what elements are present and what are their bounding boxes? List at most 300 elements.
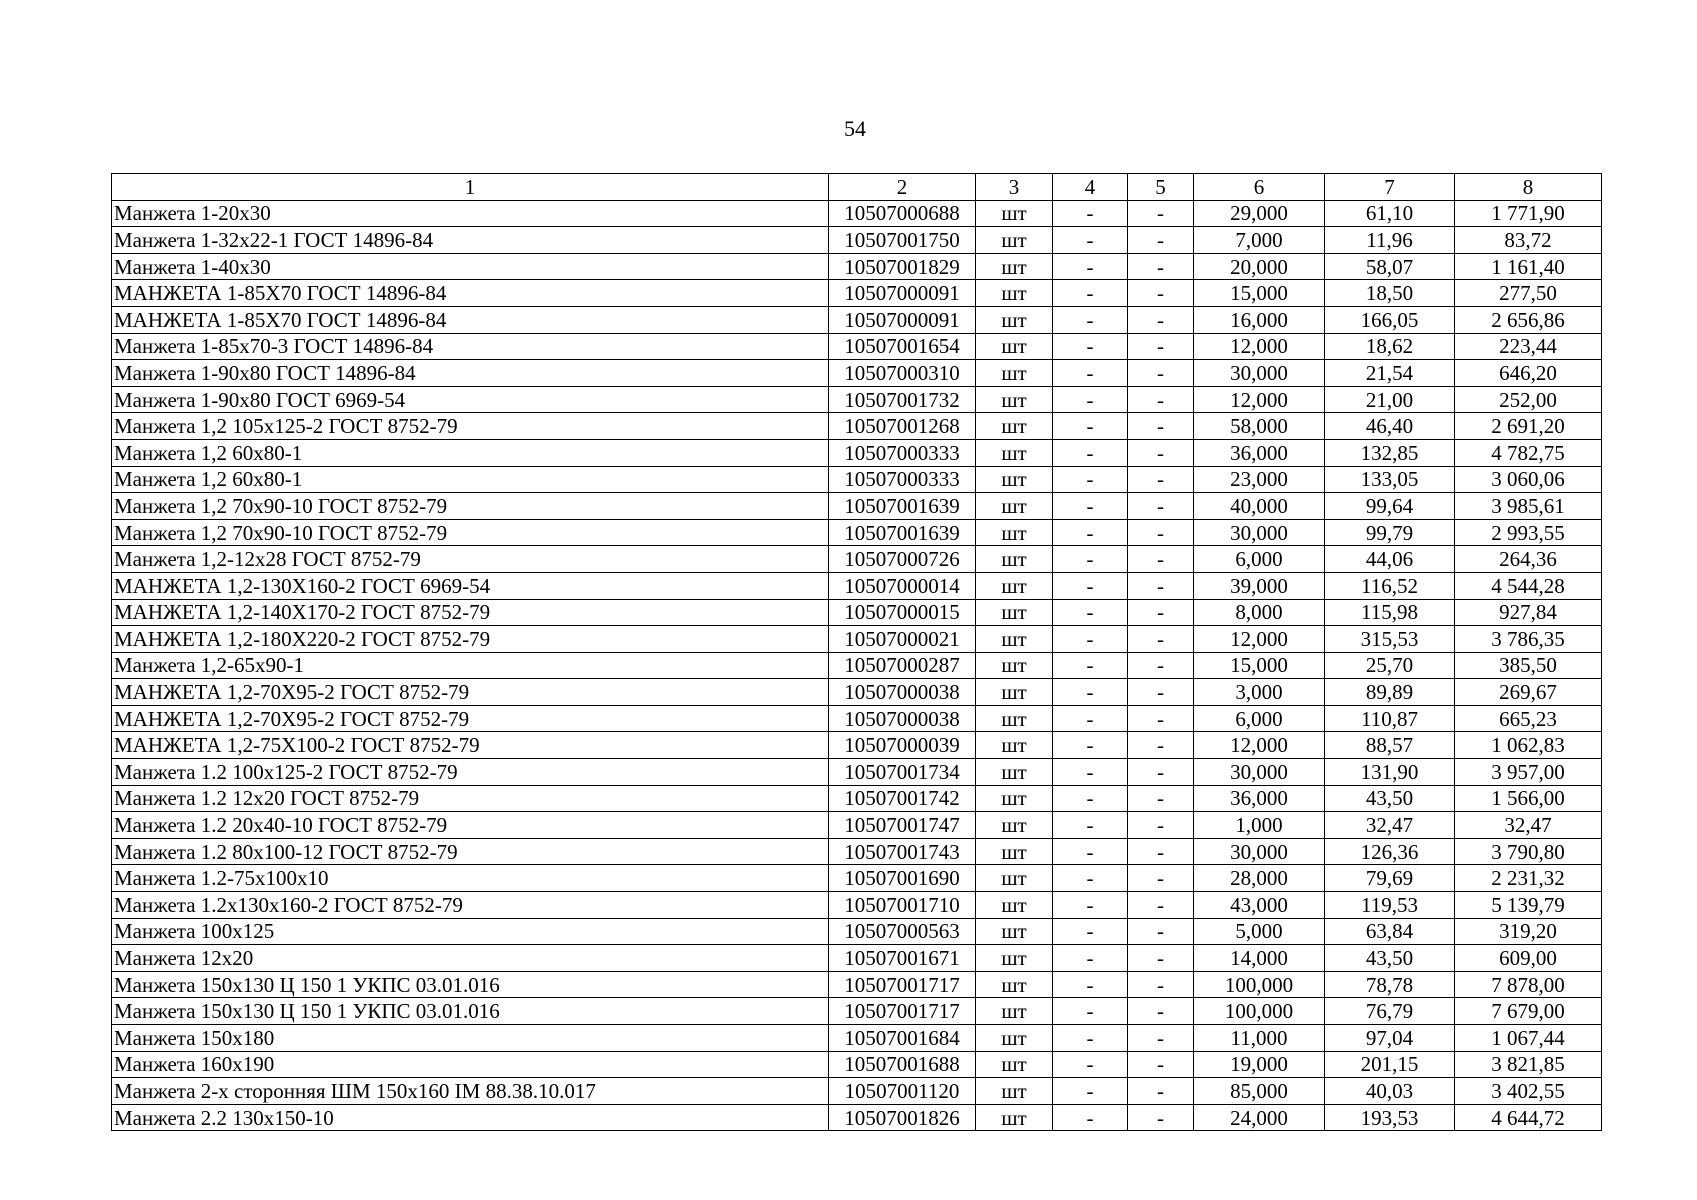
item-name-cell: Манжета 1-32х22-1 ГОСТ 14896-84 [112, 227, 829, 254]
table-row [112, 360, 1602, 387]
item-name-cell: МАНЖЕТА 1-85Х70 ГОСТ 14896-84 [112, 306, 829, 333]
col4-cell: - [1053, 572, 1128, 599]
item-name-cell: Манжета 160х190 [112, 1051, 829, 1078]
col4-cell: - [1053, 679, 1128, 706]
price-cell: 166,05 [1325, 306, 1455, 333]
quantity-cell: 12,000 [1194, 626, 1325, 653]
quantity-cell: 85,000 [1194, 1078, 1325, 1105]
quantity-cell: 29,000 [1194, 200, 1325, 227]
col4-cell: - [1053, 1078, 1128, 1105]
item-code-cell: 10507001690 [829, 865, 976, 892]
quantity-cell: 58,000 [1194, 413, 1325, 440]
quantity-cell: 11,000 [1194, 1025, 1325, 1052]
item-code-cell: 10507000688 [829, 200, 976, 227]
amount-cell: 3 402,55 [1455, 1078, 1602, 1105]
unit-cell: шт [976, 439, 1053, 466]
item-name-cell: Манжета 1,2 105х125-2 ГОСТ 8752-79 [112, 413, 829, 440]
item-name-cell: Манжета 1.2 100х125-2 ГОСТ 8752-79 [112, 759, 829, 786]
unit-cell: шт [976, 918, 1053, 945]
table-row [112, 1025, 1602, 1052]
col5-cell: - [1128, 253, 1194, 280]
table-row [112, 1104, 1602, 1131]
price-cell: 99,64 [1325, 493, 1455, 520]
unit-cell: шт [976, 200, 1053, 227]
price-cell: 126,36 [1325, 838, 1455, 865]
quantity-cell: 36,000 [1194, 785, 1325, 812]
item-code-cell: 10507000333 [829, 439, 976, 466]
amount-cell: 32,47 [1455, 812, 1602, 839]
table-row [112, 838, 1602, 865]
table-row [112, 466, 1602, 493]
column-header: 3 [976, 174, 1053, 201]
unit-cell: шт [976, 838, 1053, 865]
table-row [112, 759, 1602, 786]
price-cell: 99,79 [1325, 519, 1455, 546]
quantity-cell: 30,000 [1194, 759, 1325, 786]
col5-cell: - [1128, 360, 1194, 387]
table-row [112, 493, 1602, 520]
unit-cell: шт [976, 998, 1053, 1025]
unit-cell: шт [976, 1025, 1053, 1052]
amount-cell: 2 231,32 [1455, 865, 1602, 892]
item-name-cell: Манжета 1.2 12х20 ГОСТ 8752-79 [112, 785, 829, 812]
col5-cell: - [1128, 759, 1194, 786]
quantity-cell: 12,000 [1194, 386, 1325, 413]
price-cell: 89,89 [1325, 679, 1455, 706]
price-cell: 110,87 [1325, 705, 1455, 732]
table-row [112, 413, 1602, 440]
column-header: 5 [1128, 174, 1194, 201]
amount-cell: 609,00 [1455, 945, 1602, 972]
quantity-cell: 43,000 [1194, 892, 1325, 919]
unit-cell: шт [976, 705, 1053, 732]
item-code-cell: 10507001671 [829, 945, 976, 972]
amount-cell: 264,36 [1455, 546, 1602, 573]
quantity-cell: 36,000 [1194, 439, 1325, 466]
item-name-cell: МАНЖЕТА 1,2-130Х160-2 ГОСТ 6969-54 [112, 572, 829, 599]
amount-cell: 385,50 [1455, 652, 1602, 679]
amount-cell: 1 062,83 [1455, 732, 1602, 759]
price-cell: 132,85 [1325, 439, 1455, 466]
col4-cell: - [1053, 386, 1128, 413]
col4-cell: - [1053, 705, 1128, 732]
unit-cell: шт [976, 652, 1053, 679]
unit-cell: шт [976, 865, 1053, 892]
col4-cell: - [1053, 306, 1128, 333]
unit-cell: шт [976, 971, 1053, 998]
col4-cell: - [1053, 1025, 1128, 1052]
amount-cell: 319,20 [1455, 918, 1602, 945]
price-cell: 18,62 [1325, 333, 1455, 360]
unit-cell: шт [976, 1051, 1053, 1078]
column-header: 4 [1053, 174, 1128, 201]
col4-cell: - [1053, 1104, 1128, 1131]
price-cell: 44,06 [1325, 546, 1455, 573]
unit-cell: шт [976, 306, 1053, 333]
unit-cell: шт [976, 785, 1053, 812]
table-row [112, 732, 1602, 759]
column-header: 2 [829, 174, 976, 201]
column-header: 7 [1325, 174, 1455, 201]
table-row [112, 971, 1602, 998]
col4-cell: - [1053, 493, 1128, 520]
table-row [112, 599, 1602, 626]
quantity-cell: 40,000 [1194, 493, 1325, 520]
table-row [112, 892, 1602, 919]
amount-cell: 1 566,00 [1455, 785, 1602, 812]
price-cell: 133,05 [1325, 466, 1455, 493]
unit-cell: шт [976, 1104, 1053, 1131]
unit-cell: шт [976, 945, 1053, 972]
quantity-cell: 100,000 [1194, 998, 1325, 1025]
item-name-cell: Манжета 1,2-12х28 ГОСТ 8752-79 [112, 546, 829, 573]
unit-cell: шт [976, 599, 1053, 626]
price-cell: 58,07 [1325, 253, 1455, 280]
col5-cell: - [1128, 626, 1194, 653]
table-row [112, 785, 1602, 812]
item-code-cell: 10507001750 [829, 227, 976, 254]
unit-cell: шт [976, 413, 1053, 440]
item-code-cell: 10507001717 [829, 998, 976, 1025]
amount-cell: 3 786,35 [1455, 626, 1602, 653]
column-header: 6 [1194, 174, 1325, 201]
unit-cell: шт [976, 227, 1053, 254]
item-code-cell: 10507000333 [829, 466, 976, 493]
item-code-cell: 10507000038 [829, 679, 976, 706]
item-code-cell: 10507001732 [829, 386, 976, 413]
table-row [112, 546, 1602, 573]
price-cell: 193,53 [1325, 1104, 1455, 1131]
col5-cell: - [1128, 386, 1194, 413]
col4-cell: - [1053, 785, 1128, 812]
item-name-cell: МАНЖЕТА 1,2-75Х100-2 ГОСТ 8752-79 [112, 732, 829, 759]
amount-cell: 2 993,55 [1455, 519, 1602, 546]
price-cell: 201,15 [1325, 1051, 1455, 1078]
col5-cell: - [1128, 812, 1194, 839]
item-code-cell: 10507001717 [829, 971, 976, 998]
quantity-cell: 15,000 [1194, 280, 1325, 307]
col4-cell: - [1053, 413, 1128, 440]
item-code-cell: 10507001734 [829, 759, 976, 786]
table-row [112, 519, 1602, 546]
col4-cell: - [1053, 865, 1128, 892]
quantity-cell: 6,000 [1194, 546, 1325, 573]
unit-cell: шт [976, 572, 1053, 599]
quantity-cell: 8,000 [1194, 599, 1325, 626]
col5-cell: - [1128, 1025, 1194, 1052]
quantity-cell: 7,000 [1194, 227, 1325, 254]
col4-cell: - [1053, 466, 1128, 493]
item-name-cell: Манжета 100х125 [112, 918, 829, 945]
quantity-cell: 3,000 [1194, 679, 1325, 706]
quantity-cell: 20,000 [1194, 253, 1325, 280]
col5-cell: - [1128, 280, 1194, 307]
item-code-cell: 10507000091 [829, 306, 976, 333]
price-cell: 131,90 [1325, 759, 1455, 786]
amount-cell: 4 544,28 [1455, 572, 1602, 599]
item-name-cell: Манжета 1-85х70-3 ГОСТ 14896-84 [112, 333, 829, 360]
price-cell: 43,50 [1325, 945, 1455, 972]
unit-cell: шт [976, 732, 1053, 759]
amount-cell: 3 957,00 [1455, 759, 1602, 786]
col5-cell: - [1128, 306, 1194, 333]
quantity-cell: 16,000 [1194, 306, 1325, 333]
col4-cell: - [1053, 652, 1128, 679]
price-cell: 11,96 [1325, 227, 1455, 254]
col4-cell: - [1053, 918, 1128, 945]
price-cell: 63,84 [1325, 918, 1455, 945]
unit-cell: шт [976, 759, 1053, 786]
item-code-cell: 10507001747 [829, 812, 976, 839]
table-row [112, 306, 1602, 333]
item-code-cell: 10507001688 [829, 1051, 976, 1078]
item-name-cell: Манжета 1.2х130х160-2 ГОСТ 8752-79 [112, 892, 829, 919]
unit-cell: шт [976, 519, 1053, 546]
item-code-cell: 10507000563 [829, 918, 976, 945]
col4-cell: - [1053, 998, 1128, 1025]
item-code-cell: 10507000726 [829, 546, 976, 573]
item-name-cell: МАНЖЕТА 1,2-180Х220-2 ГОСТ 8752-79 [112, 626, 829, 653]
item-name-cell: Манжета 1,2 60х80-1 [112, 439, 829, 466]
table-row [112, 705, 1602, 732]
table-row [112, 386, 1602, 413]
col5-cell: - [1128, 945, 1194, 972]
unit-cell: шт [976, 546, 1053, 573]
col5-cell: - [1128, 971, 1194, 998]
unit-cell: шт [976, 280, 1053, 307]
unit-cell: шт [976, 812, 1053, 839]
price-cell: 315,53 [1325, 626, 1455, 653]
col5-cell: - [1128, 227, 1194, 254]
col5-cell: - [1128, 998, 1194, 1025]
amount-cell: 2 656,86 [1455, 306, 1602, 333]
header-row [112, 174, 1602, 201]
item-name-cell: Манжета 150х130 Ц 150 1 УКПС 03.01.016 [112, 998, 829, 1025]
col4-cell: - [1053, 253, 1128, 280]
col4-cell: - [1053, 759, 1128, 786]
item-code-cell: 10507001743 [829, 838, 976, 865]
amount-cell: 223,44 [1455, 333, 1602, 360]
unit-cell: шт [976, 386, 1053, 413]
col4-cell: - [1053, 333, 1128, 360]
price-cell: 43,50 [1325, 785, 1455, 812]
col4-cell: - [1053, 227, 1128, 254]
amount-cell: 5 139,79 [1455, 892, 1602, 919]
inventory-table [111, 173, 1602, 1131]
item-code-cell: 10507001742 [829, 785, 976, 812]
price-cell: 18,50 [1325, 280, 1455, 307]
quantity-cell: 23,000 [1194, 466, 1325, 493]
item-name-cell: Манжета 150х130 Ц 150 1 УКПС 03.01.016 [112, 971, 829, 998]
table-row [112, 227, 1602, 254]
col4-cell: - [1053, 945, 1128, 972]
table-row [112, 200, 1602, 227]
table-row [112, 652, 1602, 679]
col5-cell: - [1128, 865, 1194, 892]
item-name-cell: МАНЖЕТА 1,2-70Х95-2 ГОСТ 8752-79 [112, 679, 829, 706]
quantity-cell: 6,000 [1194, 705, 1325, 732]
amount-cell: 927,84 [1455, 599, 1602, 626]
price-cell: 119,53 [1325, 892, 1455, 919]
item-name-cell: Манжета 1.2 80х100-12 ГОСТ 8752-79 [112, 838, 829, 865]
item-name-cell: Манжета 150х180 [112, 1025, 829, 1052]
item-code-cell: 10507000310 [829, 360, 976, 387]
amount-cell: 3 790,80 [1455, 838, 1602, 865]
unit-cell: шт [976, 892, 1053, 919]
quantity-cell: 12,000 [1194, 732, 1325, 759]
quantity-cell: 28,000 [1194, 865, 1325, 892]
price-cell: 32,47 [1325, 812, 1455, 839]
column-header: 8 [1455, 174, 1602, 201]
item-code-cell: 10507001684 [829, 1025, 976, 1052]
col5-cell: - [1128, 1051, 1194, 1078]
col5-cell: - [1128, 413, 1194, 440]
item-name-cell: Манжета 1,2 60х80-1 [112, 466, 829, 493]
item-name-cell: Манжета 2.2 130х150-10 [112, 1104, 829, 1131]
item-code-cell: 10507000039 [829, 732, 976, 759]
item-code-cell: 10507001826 [829, 1104, 976, 1131]
price-cell: 78,78 [1325, 971, 1455, 998]
amount-cell: 83,72 [1455, 227, 1602, 254]
table-row [112, 253, 1602, 280]
table-row [112, 626, 1602, 653]
unit-cell: шт [976, 626, 1053, 653]
item-code-cell: 10507001710 [829, 892, 976, 919]
price-cell: 76,79 [1325, 998, 1455, 1025]
col5-cell: - [1128, 732, 1194, 759]
col5-cell: - [1128, 918, 1194, 945]
col4-cell: - [1053, 971, 1128, 998]
table-row [112, 812, 1602, 839]
table-row [112, 439, 1602, 466]
table-row [112, 280, 1602, 307]
amount-cell: 3 821,85 [1455, 1051, 1602, 1078]
item-name-cell: Манжета 1-90х80 ГОСТ 14896-84 [112, 360, 829, 387]
item-code-cell: 10507001639 [829, 519, 976, 546]
quantity-cell: 19,000 [1194, 1051, 1325, 1078]
amount-cell: 665,23 [1455, 705, 1602, 732]
item-code-cell: 10507000287 [829, 652, 976, 679]
col5-cell: - [1128, 200, 1194, 227]
amount-cell: 277,50 [1455, 280, 1602, 307]
col5-cell: - [1128, 333, 1194, 360]
item-name-cell: Манжета 1.2-75х100х10 [112, 865, 829, 892]
price-cell: 21,00 [1325, 386, 1455, 413]
price-cell: 21,54 [1325, 360, 1455, 387]
item-name-cell: Манжета 12х20 [112, 945, 829, 972]
amount-cell: 252,00 [1455, 386, 1602, 413]
col4-cell: - [1053, 280, 1128, 307]
amount-cell: 7 679,00 [1455, 998, 1602, 1025]
item-name-cell: Манжета 1.2 20х40-10 ГОСТ 8752-79 [112, 812, 829, 839]
item-code-cell: 10507001120 [829, 1078, 976, 1105]
item-code-cell: 10507000015 [829, 599, 976, 626]
amount-cell: 3 060,06 [1455, 466, 1602, 493]
table-row [112, 998, 1602, 1025]
quantity-cell: 30,000 [1194, 360, 1325, 387]
item-code-cell: 10507000014 [829, 572, 976, 599]
table-row [112, 865, 1602, 892]
column-header: 1 [112, 174, 829, 201]
price-cell: 25,70 [1325, 652, 1455, 679]
quantity-cell: 30,000 [1194, 519, 1325, 546]
col5-cell: - [1128, 1078, 1194, 1105]
page-number: 54 [844, 116, 866, 141]
col5-cell: - [1128, 892, 1194, 919]
table-row [112, 1051, 1602, 1078]
col5-cell: - [1128, 546, 1194, 573]
unit-cell: шт [976, 1078, 1053, 1105]
amount-cell: 7 878,00 [1455, 971, 1602, 998]
price-cell: 46,40 [1325, 413, 1455, 440]
col5-cell: - [1128, 652, 1194, 679]
item-name-cell: Манжета 2-х сторонняя ШМ 150х160 IМ 88.38.10.017 [112, 1078, 829, 1105]
col4-cell: - [1053, 439, 1128, 466]
amount-cell: 1 161,40 [1455, 253, 1602, 280]
col5-cell: - [1128, 838, 1194, 865]
amount-cell: 4 644,72 [1455, 1104, 1602, 1131]
table-body [112, 200, 1602, 1131]
col5-cell: - [1128, 572, 1194, 599]
col4-cell: - [1053, 626, 1128, 653]
col5-cell: - [1128, 439, 1194, 466]
item-name-cell: МАНЖЕТА 1,2-140Х170-2 ГОСТ 8752-79 [112, 599, 829, 626]
table-row [112, 679, 1602, 706]
col5-cell: - [1128, 1104, 1194, 1131]
unit-cell: шт [976, 333, 1053, 360]
item-code-cell: 10507000038 [829, 705, 976, 732]
col4-cell: - [1053, 838, 1128, 865]
price-cell: 115,98 [1325, 599, 1455, 626]
col5-cell: - [1128, 493, 1194, 520]
col4-cell: - [1053, 812, 1128, 839]
quantity-cell: 12,000 [1194, 333, 1325, 360]
item-name-cell: Манжета 1,2 70х90-10 ГОСТ 8752-79 [112, 519, 829, 546]
item-name-cell: МАНЖЕТА 1-85Х70 ГОСТ 14896-84 [112, 280, 829, 307]
unit-cell: шт [976, 679, 1053, 706]
amount-cell: 646,20 [1455, 360, 1602, 387]
col5-cell: - [1128, 599, 1194, 626]
quantity-cell: 15,000 [1194, 652, 1325, 679]
quantity-cell: 5,000 [1194, 918, 1325, 945]
amount-cell: 2 691,20 [1455, 413, 1602, 440]
col4-cell: - [1053, 546, 1128, 573]
table-row [112, 945, 1602, 972]
item-code-cell: 10507001654 [829, 333, 976, 360]
item-code-cell: 10507001829 [829, 253, 976, 280]
item-name-cell: Манжета 1,2 70х90-10 ГОСТ 8752-79 [112, 493, 829, 520]
item-name-cell: МАНЖЕТА 1,2-70Х95-2 ГОСТ 8752-79 [112, 705, 829, 732]
item-code-cell: 10507000091 [829, 280, 976, 307]
quantity-cell: 14,000 [1194, 945, 1325, 972]
unit-cell: шт [976, 360, 1053, 387]
quantity-cell: 100,000 [1194, 971, 1325, 998]
quantity-cell: 30,000 [1194, 838, 1325, 865]
price-cell: 97,04 [1325, 1025, 1455, 1052]
col5-cell: - [1128, 705, 1194, 732]
col4-cell: - [1053, 200, 1128, 227]
amount-cell: 269,67 [1455, 679, 1602, 706]
amount-cell: 1 771,90 [1455, 200, 1602, 227]
unit-cell: шт [976, 493, 1053, 520]
price-cell: 116,52 [1325, 572, 1455, 599]
col5-cell: - [1128, 679, 1194, 706]
price-cell: 79,69 [1325, 865, 1455, 892]
table-row [112, 1078, 1602, 1105]
price-cell: 61,10 [1325, 200, 1455, 227]
item-name-cell: Манжета 1-90х80 ГОСТ 6969-54 [112, 386, 829, 413]
amount-cell: 3 985,61 [1455, 493, 1602, 520]
